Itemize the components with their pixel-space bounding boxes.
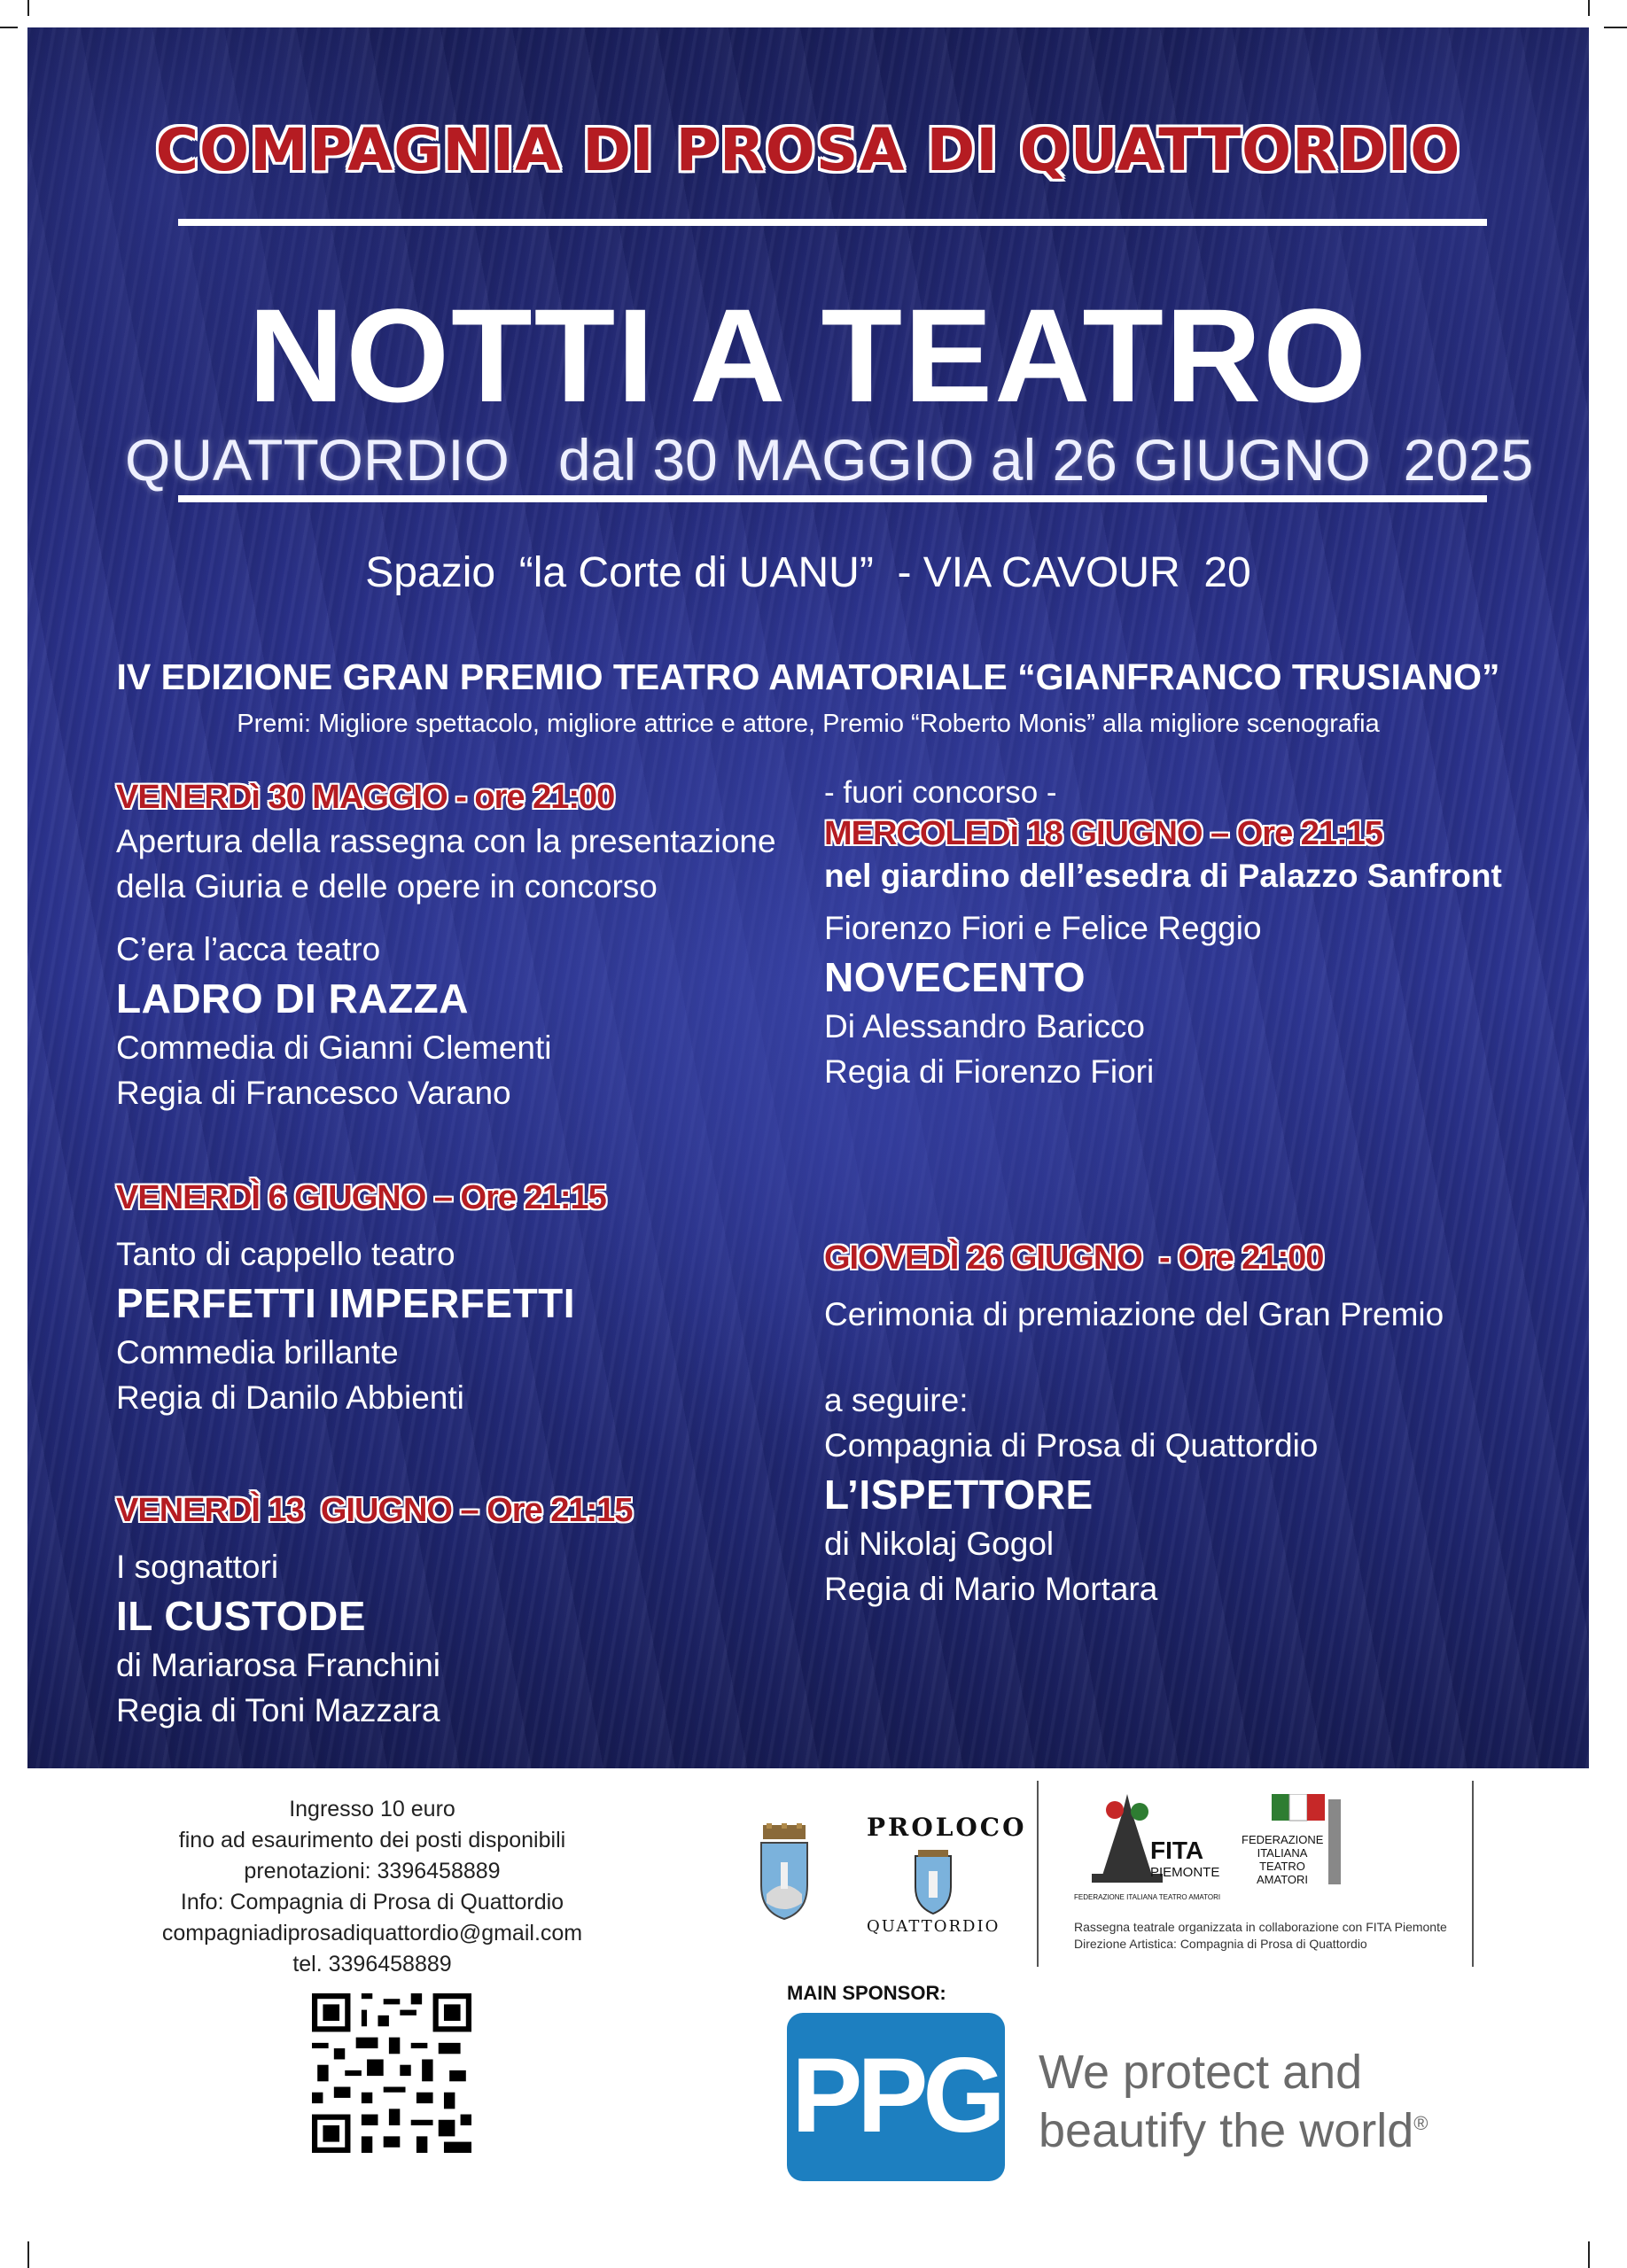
tagline-text: beautify the world <box>1039 2104 1414 2157</box>
ppg-wordmark: PPG <box>791 2036 1000 2155</box>
show-author: Di Alessandro Baricco <box>824 1008 1145 1045</box>
show-director: Regia di Fiorenzo Fiori <box>824 1053 1155 1090</box>
crop-mark <box>1588 0 1590 16</box>
info-line: Info: Compagnia di Prosa di Quattordio <box>180 1890 564 1915</box>
show-author: di Nikolaj Gogol <box>824 1526 1055 1562</box>
tagline-line: We protect and <box>1039 2046 1363 2099</box>
event-note: - fuori concorso - <box>824 775 1057 810</box>
festival-dates: QUATTORDIO dal 30 MAGGIO al 26 GIUGNO 2025 <box>125 427 1534 493</box>
divider-top <box>178 219 1487 226</box>
fita-national-name <box>1242 1833 1323 1886</box>
follow-text: a seguire: <box>824 1382 969 1418</box>
show-director: Regia di Danilo Abbienti <box>116 1379 464 1416</box>
registered-mark: ® <box>1413 2112 1428 2134</box>
info-line: tel. 3396458889 <box>292 1952 452 1977</box>
fita-national-line: ITALIANA <box>1257 1846 1308 1860</box>
fita-national-logo <box>1242 1794 1343 1909</box>
ceremony-text: Cerimonia di premiazione del Gran Premio <box>824 1296 1444 1332</box>
poster-background <box>27 27 1589 1768</box>
crest-icon <box>758 1823 811 1921</box>
show-author: Commedia brillante <box>116 1334 399 1371</box>
theatre-company: Fiorenzo Fiori e Felice Reggio <box>824 910 1262 946</box>
show-title: NOVECENTO <box>824 954 1086 1000</box>
show-title: L’ISPETTORE <box>824 1472 1094 1518</box>
email-link[interactable]: compagniadiprosadiquattordio@gmail.com <box>161 1921 583 1946</box>
page-title: NOTTI A TEATRO <box>248 281 1368 430</box>
divider-line <box>1472 1781 1474 1967</box>
venue: Spazio “la Corte di UANU” - VIA CAVOUR 20 <box>365 549 1251 596</box>
tagline-line <box>1039 2098 1428 2156</box>
theatre-company: Tanto di cappello teatro <box>116 1236 455 1272</box>
event-date: VENERDì 30 MAGGIO - ore 21:00 <box>116 779 615 816</box>
fita-note-line: Rassegna teatrale organizzata in collaborazione con FITA Piemonte <box>1074 1920 1447 1934</box>
sponsor-tagline <box>1039 2047 1428 2156</box>
crop-mark <box>27 2241 29 2268</box>
proloco-top-text: PROLOCO <box>867 1813 1027 1842</box>
show-director: Regia di Francesco Varano <box>116 1075 511 1111</box>
event-date: VENERDÌ 6 GIUGNO – Ore 21:15 <box>116 1179 606 1216</box>
company-heading: COMPAGNIA DI PROSA DI QUATTORDIO <box>155 116 1461 184</box>
show-title: LADRO DI RAZZA <box>116 975 469 1021</box>
fita-note-line: Direzione Artistica: Compagnia di Prosa di Quattordio <box>1074 1937 1367 1951</box>
ppg-logo <box>787 2013 1005 2181</box>
divider-line <box>1037 1781 1039 1967</box>
info-line: Ingresso 10 euro <box>289 1797 455 1821</box>
info-line: prenotazioni: 3396458889 <box>244 1859 501 1884</box>
event-date: MERCOLEDì 18 GIUGNO – Ore 21:15 <box>824 815 1382 852</box>
event-block <box>824 770 1586 1094</box>
fita-name: FITA <box>1150 1837 1204 1864</box>
event-block <box>824 1239 1586 1612</box>
theatre-masks-icon <box>1272 1794 1334 1829</box>
fita-full-name: FEDERAZIONE ITALIANA TEATRO AMATORI <box>1074 1893 1221 1901</box>
theatre-company: C’era l’acca teatro <box>116 931 381 967</box>
fita-national-line: FEDERAZIONE <box>1242 1833 1324 1846</box>
show-director: Regia di Mario Mortara <box>824 1571 1158 1607</box>
info-line: fino ad esaurimento dei posti disponibili <box>178 1828 566 1852</box>
event-description: della Giuria e delle opere in concorso <box>116 868 658 905</box>
event-date: GIOVEDÌ 26 GIUGNO - Ore 21:00 <box>824 1239 1324 1277</box>
qr-code[interactable] <box>312 1993 471 2153</box>
show-author: Commedia di Gianni Clementi <box>116 1029 552 1066</box>
theatre-company: Compagnia di Prosa di Quattordio <box>824 1427 1319 1464</box>
event-block <box>116 1179 825 1420</box>
fita-note <box>1074 1919 1447 1953</box>
event-block <box>116 779 825 1115</box>
show-title: IL CUSTODE <box>116 1593 366 1639</box>
sponsor-label: MAIN SPONSOR: <box>787 1982 946 2004</box>
show-director: Regia di Toni Mazzara <box>116 1692 440 1728</box>
edition-title: IV EDIZIONE GRAN PREMIO TEATRO AMATORIALE “GIANFRANCO TRUSIANO” <box>116 656 1500 697</box>
crop-mark <box>1588 2241 1590 2268</box>
fita-national-line: TEATRO <box>1259 1860 1305 1873</box>
awards-line: Premi: Migliore spettacolo, migliore attrice e attore, Premio “Roberto Monis” alla migliore scenografia <box>237 710 1380 738</box>
fita-national-line: AMATORI <box>1256 1873 1309 1886</box>
event-date: VENERDÌ 13 GIUGNO – Ore 21:15 <box>116 1492 633 1529</box>
divider-bottom <box>178 495 1487 502</box>
crop-mark <box>0 27 18 28</box>
fita-region: PIEMONTE <box>1150 1865 1220 1880</box>
show-author: di Mariarosa Franchini <box>116 1647 441 1683</box>
event-place: nel giardino dell’esedra di Palazzo Sanfront <box>824 858 1502 894</box>
proloco-bottom-text: QUATTORDIO <box>867 1917 1000 1936</box>
proloco-logo <box>867 1807 1027 1940</box>
fita-vertical-mark <box>1328 1799 1341 1884</box>
crop-mark <box>1604 27 1627 28</box>
fita-piemonte-logo <box>1074 1794 1221 1909</box>
crop-mark <box>27 0 29 16</box>
show-title: PERFETTI IMPERFETTI <box>116 1280 576 1326</box>
theatre-company: I sognattori <box>116 1549 279 1585</box>
event-description: Apertura della rassegna con la presentazione <box>116 823 776 859</box>
event-block <box>116 1492 825 1733</box>
ticket-info <box>151 1794 594 1980</box>
